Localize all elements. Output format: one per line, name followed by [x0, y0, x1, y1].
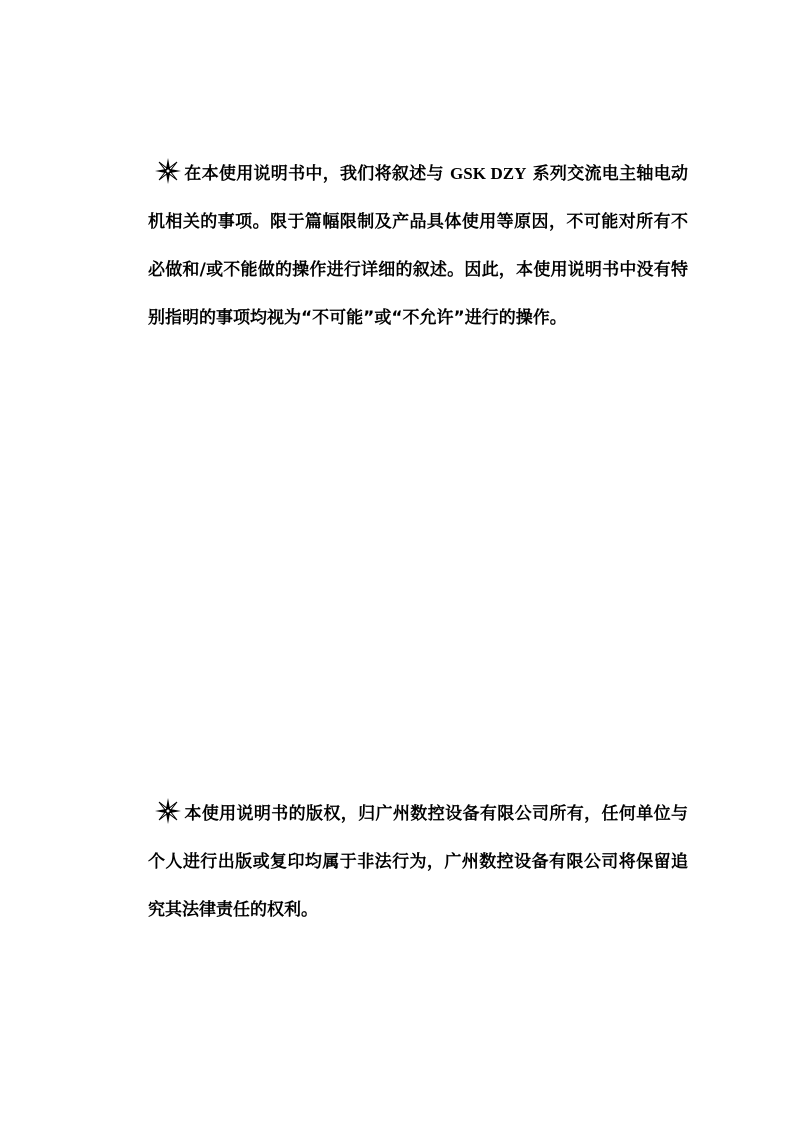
notice-paragraph	[148, 150, 688, 342]
notice-text-start: 在本使用说明书中，我们将叙述与	[184, 164, 451, 184]
product-series-name: GSK DZY	[450, 164, 527, 183]
notice-text-rest: 系列交流电主轴电动机相关的事项。限于篇幅限制及产品具体使用等原因，不可能对所有不必做和/或不能做的操作进行详细的叙述。因此，本使用说明书中没有特别指明的事项均视为“不可能”或“不允许”进行的操作。	[148, 164, 689, 328]
copyright-paragraph	[148, 790, 688, 934]
compass-star-icon	[154, 797, 182, 825]
compass-star-icon	[154, 157, 182, 185]
copyright-text: 本使用说明书的版权，归广州数控设备有限公司所有，任何单位与个人进行出版或复印均属于非法行为，广州数控设备有限公司将保留追究其法律责任的权利。	[148, 804, 688, 920]
